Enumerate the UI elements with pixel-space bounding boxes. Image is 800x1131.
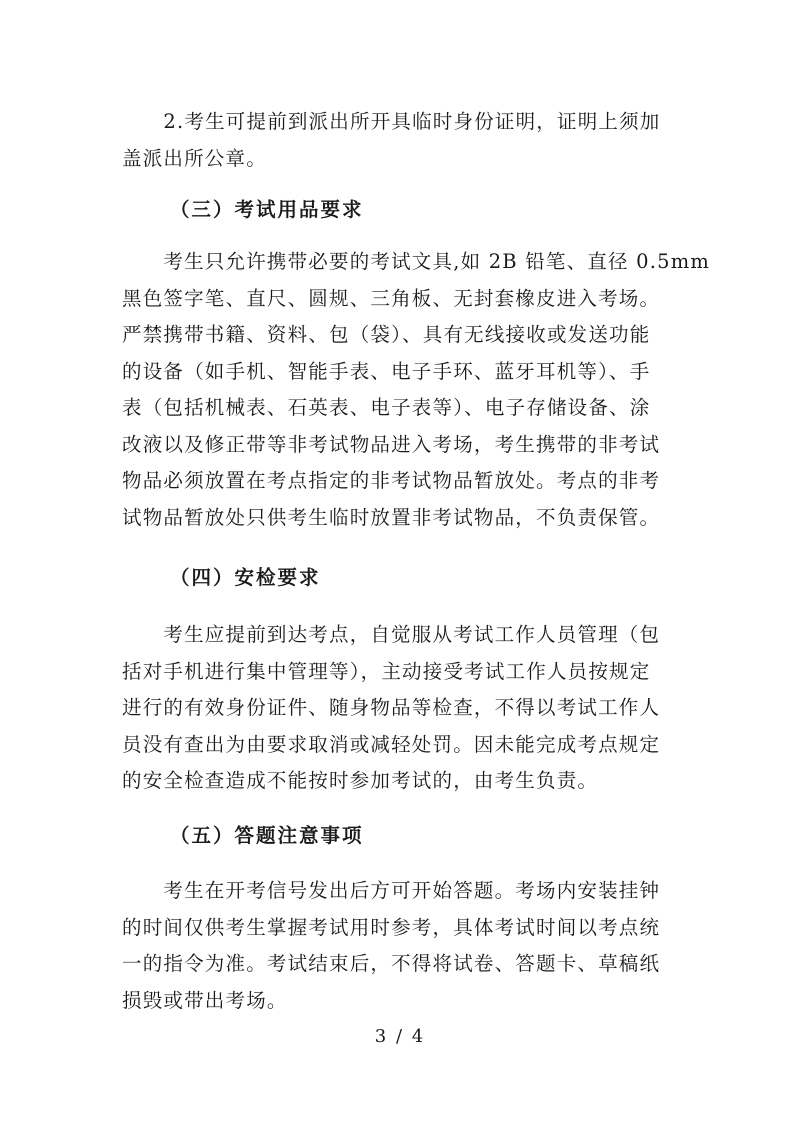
page-number: 3 / 4 xyxy=(374,1026,426,1047)
paragraph-id-proof xyxy=(122,104,682,177)
text-line: 损毁或带出考场。 xyxy=(122,988,288,1012)
text-line: 改液以及修正带等非考试物品进入考场，考生携带的非考试 xyxy=(122,432,661,456)
text-line: 严禁携带书籍、资料、包（袋）、具有无线接收或发送功能 xyxy=(122,323,651,346)
section-heading-exam-supplies: （三）考试用品要求 xyxy=(170,198,364,221)
text-line: 表（包括机械表、石英表、电子表等）、电子存储设备、涂 xyxy=(122,396,651,419)
text-line: 2.考生可提前到派出所开具临时身份证明，证明上须加 xyxy=(122,110,661,133)
text-line: 考生在开考信号发出后方可开始答题。考场内安装挂钟 xyxy=(122,879,661,902)
text-line: 的时间仅供考生掌握考试用时参考，具体考试时间以考点统 xyxy=(122,915,661,939)
paragraph-answering-notes xyxy=(122,873,682,1019)
text-line: 员没有查出为由要求取消或减轻处罚。因未能完成考点规定 xyxy=(122,732,661,756)
text-line: 的安全检查造成不能按时参加考试的，由考生负责。 xyxy=(122,769,599,792)
text-line: 黑色签字笔、直尺、圆规、三角板、无封套橡皮进入考场。 xyxy=(122,286,661,310)
text-line: 试物品暂放处只供考生临时放置非考试物品，不负责保管。 xyxy=(122,505,661,529)
text-line: 的设备（如手机、智能手表、电子手环、蓝牙耳机等）、手 xyxy=(122,359,651,383)
text-line: 进行的有效身份证件、随身物品等检查，不得以考试工作人 xyxy=(122,696,661,719)
text-line: 物品必须放置在考点指定的非考试物品暂放处。考点的非考 xyxy=(122,469,661,492)
paragraph-security-check xyxy=(122,617,682,800)
paragraph-exam-supplies xyxy=(122,244,711,536)
text-line: 考生只允许携带必要的考试文具,如 2B 铅笔、直径 0.5mm xyxy=(122,250,711,273)
text-line: 盖派出所公章。 xyxy=(122,146,267,170)
text-line: 考生应提前到达考点，自觉服从考试工作人员管理（包 xyxy=(122,623,661,646)
section-heading-answering-notes: （五）答题注意事项 xyxy=(170,824,364,847)
text-line: 一的指令为准。考试结束后，不得将试卷、答题卡、草稿纸 xyxy=(122,952,661,975)
text-line: 括对手机进行集中管理等），主动接受考试工作人员按规定 xyxy=(122,659,651,683)
section-heading-security-check: （四）安检要求 xyxy=(170,566,321,589)
